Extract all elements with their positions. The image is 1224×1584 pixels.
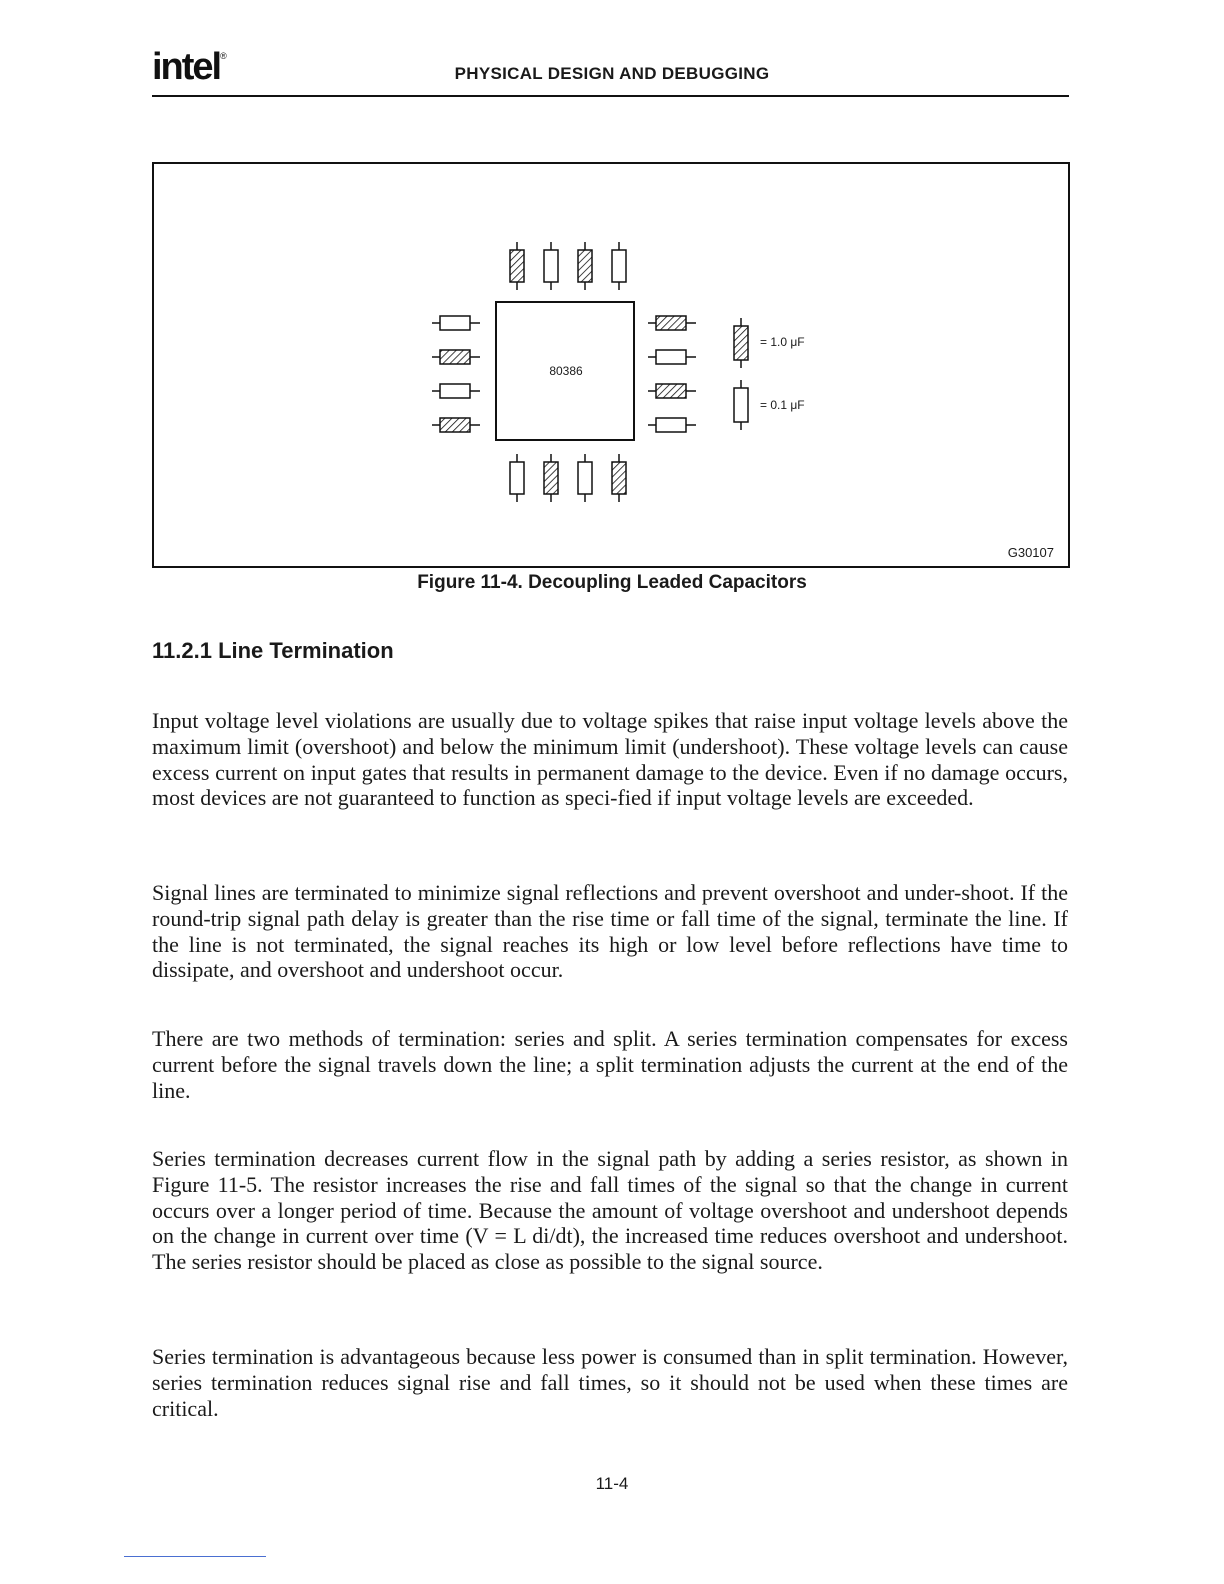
figure-11-4 (152, 162, 1070, 568)
capacitor-left-2 (432, 350, 480, 364)
capacitor-left-1 (432, 316, 480, 330)
bottom-rule (124, 1556, 266, 1557)
header-rule (152, 95, 1069, 97)
capacitor-bottom-2 (544, 454, 558, 502)
section-heading: 11.2.1 Line Termination (152, 638, 394, 663)
capacitor-bottom-1 (510, 454, 524, 502)
capacitor-top-1 (510, 242, 524, 290)
left-capacitors (432, 316, 480, 432)
paragraph-1: Input voltage level violations are usually due to voltage spikes that raise input voltage levels above the maximum limit (overshoot) and below the minimum limit (undershoot). These voltage levels can cause excess current on input gates that results in permanent damage to the device. Even if no damage occurs, most devices are not guaranteed to function as speci-fied if input voltage levels are exceeded. (152, 708, 1068, 811)
running-title: PHYSICAL DESIGN AND DEBUGGING (454, 64, 770, 83)
figure-code: G30107 (1007, 545, 1054, 560)
paragraph-3: There are two methods of termination: series and split. A series termination compensates for excess current before the signal travels down the line; a split termination adjusts the current at the end of the line. (152, 1026, 1068, 1103)
legend-label-1uf: = 1.0 μF (760, 335, 805, 349)
legend-label-01uf: = 0.1 μF (760, 398, 805, 412)
paragraph-2: Signal lines are terminated to minimize signal reflections and prevent overshoot and under-shoot. If the round-trip signal path delay is greater than the rise time or fall time of the signal, terminate the line. If the line is not terminated, the signal reaches its high or low level before reflections have time to dissipate, and overshoot and undershoot occur. (152, 880, 1068, 983)
plain-capacitor-icon (734, 380, 748, 430)
figure-caption: Figure 11-4. Decoupling Leaded Capacitors (417, 572, 807, 593)
capacitor-right-4 (648, 418, 696, 432)
top-capacitors (510, 242, 626, 290)
capacitor-right-2 (648, 350, 696, 364)
hatched-capacitor-icon (734, 318, 748, 368)
legend-symbols (734, 318, 748, 430)
capacitor-right-3 (648, 384, 696, 398)
capacitor-right-1 (648, 316, 696, 330)
capacitor-top-2 (544, 242, 558, 290)
intel-logo: intel® (152, 46, 225, 88)
capacitor-bottom-4 (612, 454, 626, 502)
paragraph-4: Series termination decreases current flow in the signal path by adding a series resistor, as shown in Figure 11-5. The resistor increases the rise and fall times of the signal so that the change in current occurs over a longer period of time. Because the amount of voltage overshoot and undershoot depends on the change in current over time (V = L di/dt), the increased time reduces overshoot and undershoot. The series resistor should be placed as close as possible to the signal source. (152, 1146, 1068, 1275)
capacitor-left-4 (432, 418, 480, 432)
capacitor-top-3 (578, 242, 592, 290)
page-number: 11-4 (595, 1474, 629, 1493)
paragraph-5: Series termination is advantageous because less power is consumed than in split termination. However, series termination reduces signal rise and fall times, so it should not be used when these times are critical. (152, 1344, 1068, 1421)
chip-label: 80386 (549, 364, 583, 378)
capacitor-top-4 (612, 242, 626, 290)
capacitor-left-3 (432, 384, 480, 398)
bottom-capacitors (510, 454, 626, 502)
capacitor-bottom-3 (578, 454, 592, 502)
right-capacitors (648, 316, 696, 432)
